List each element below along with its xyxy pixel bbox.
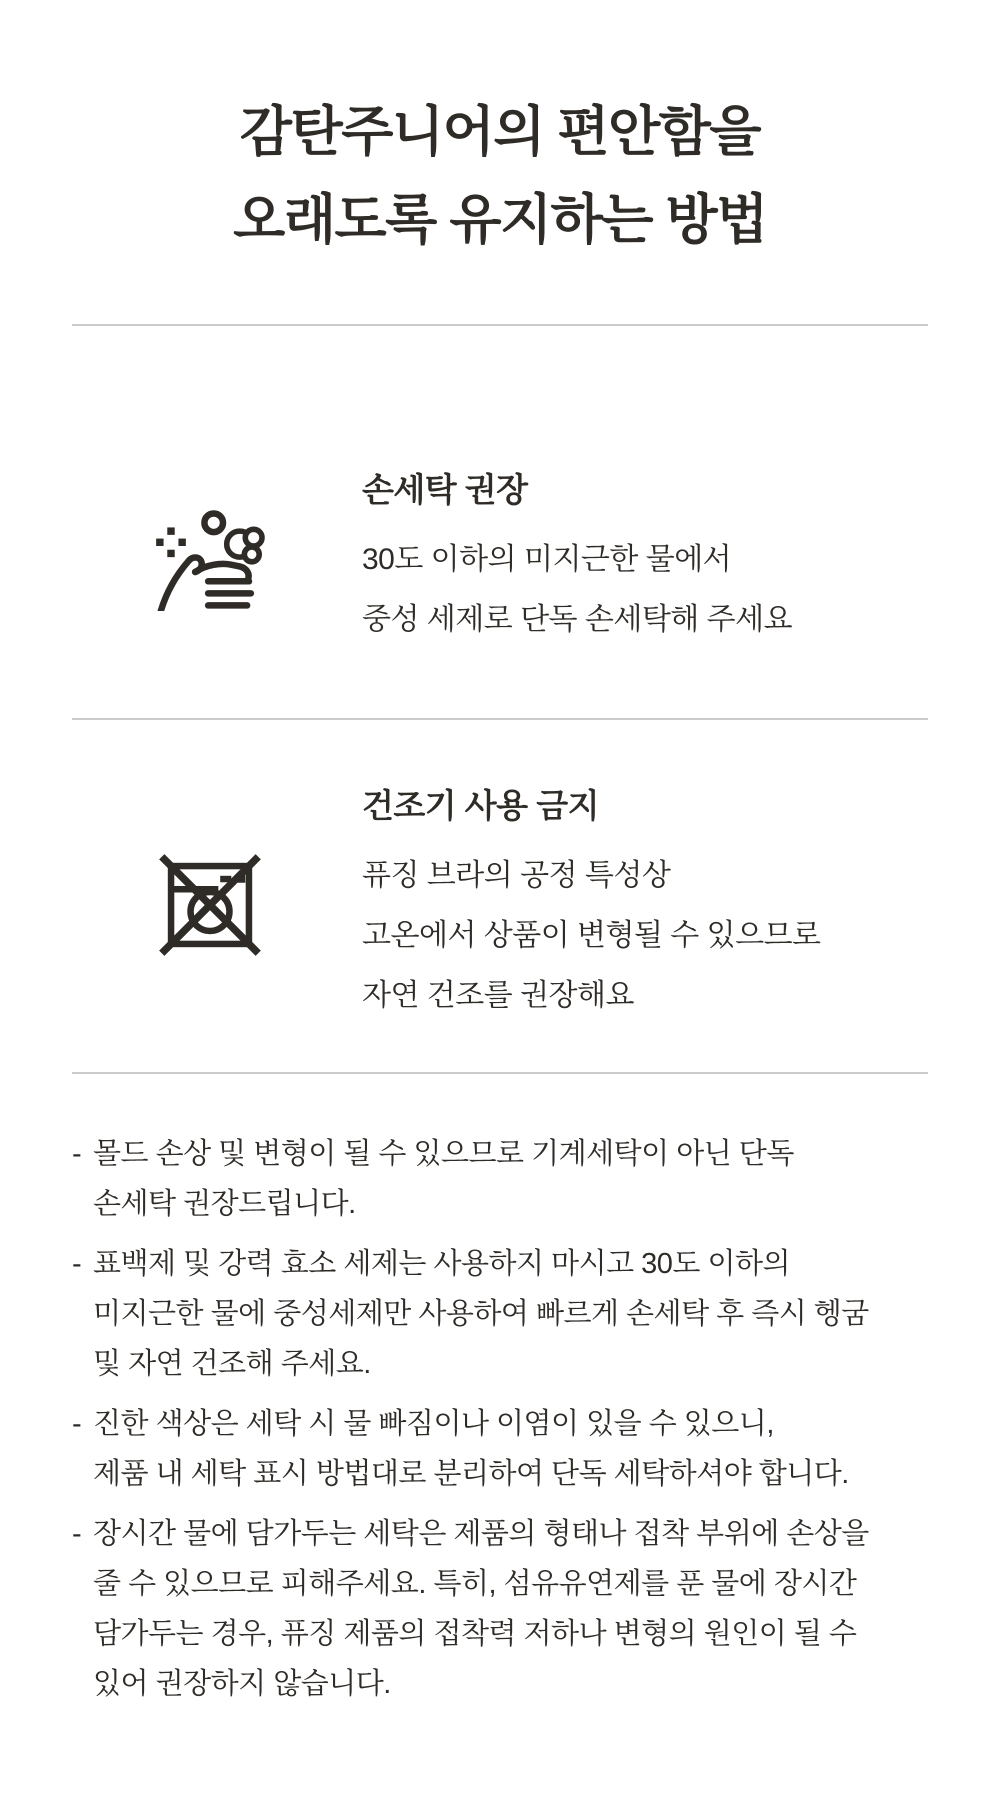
section-body-line: 중성 세제로 단독 손세탁해 주세요 — [362, 603, 793, 636]
section-heading: 손세탁 권장 — [362, 471, 528, 508]
note-line: 손세탁 권장드립니다. — [93, 1188, 356, 1220]
list-item — [72, 1509, 940, 1709]
divider — [72, 718, 928, 720]
note-line: 표백제 및 강력 효소 세제는 사용하지 마시고 30도 이하의 — [93, 1248, 791, 1280]
section-body-line: 자연 건조를 권장해요 — [362, 979, 634, 1012]
note-line: 담가두는 경우, 퓨징 제품의 접착력 저하나 변형의 원인이 될 수 — [93, 1618, 857, 1650]
note-text — [93, 1129, 794, 1229]
section-no-dryer — [0, 784, 1000, 1026]
section-heading: 건조기 사용 금지 — [362, 787, 599, 824]
no-dryer-icon — [159, 854, 261, 956]
list-item — [72, 1239, 940, 1389]
section-body-line: 고온에서 상품이 변형될 수 있으므로 — [362, 919, 821, 952]
section-body-line: 퓨징 브라의 공정 특성상 — [362, 859, 671, 892]
care-notes-list — [0, 1074, 1000, 1709]
page-title-line-2: 오래도록 유지하는 방법 — [233, 190, 767, 250]
section-hand-wash — [0, 468, 1000, 650]
hand-wash-icon — [154, 507, 266, 611]
note-line: 제품 내 세탁 표시 방법대로 분리하여 단독 세탁하셔야 합니다. — [93, 1458, 849, 1490]
list-item — [72, 1129, 940, 1229]
note-text — [93, 1239, 869, 1389]
bullet-marker: - — [72, 1408, 82, 1440]
section-no-dryer-text — [362, 784, 821, 1026]
note-line: 장시간 물에 담가두는 세탁은 제품의 형태나 접착 부위에 손상을 — [93, 1518, 869, 1550]
section-body-line: 30도 이하의 미지근한 물에서 — [362, 543, 732, 576]
no-dryer-icon-column — [150, 854, 270, 956]
hand-wash-icon-column — [150, 507, 270, 611]
note-line: 진한 색상은 세탁 시 물 빠짐이나 이염이 있을 수 있으니, — [93, 1408, 774, 1440]
note-line: 몰드 손상 및 변형이 될 수 있으므로 기계세탁이 아닌 단독 — [93, 1138, 794, 1170]
note-line: 미지근한 물에 중성세제만 사용하여 빠르게 손세탁 후 즉시 헹굼 — [93, 1298, 869, 1330]
note-line: 및 자연 건조해 주세요. — [93, 1348, 371, 1380]
note-text — [93, 1509, 869, 1709]
note-line: 줄 수 있으므로 피해주세요. 특히, 섬유유연제를 푼 물에 장시간 — [93, 1568, 857, 1600]
page-title-line-1: 감탄주니어의 편안함을 — [239, 102, 761, 162]
page-title — [0, 0, 1000, 264]
bullet-marker: - — [72, 1248, 82, 1280]
note-text — [93, 1399, 849, 1499]
bullet-marker: - — [72, 1518, 82, 1550]
list-item — [72, 1399, 940, 1499]
bullet-marker: - — [72, 1138, 82, 1170]
note-line: 있어 권장하지 않습니다. — [93, 1668, 391, 1700]
divider — [72, 324, 928, 326]
section-hand-wash-text — [362, 468, 792, 650]
